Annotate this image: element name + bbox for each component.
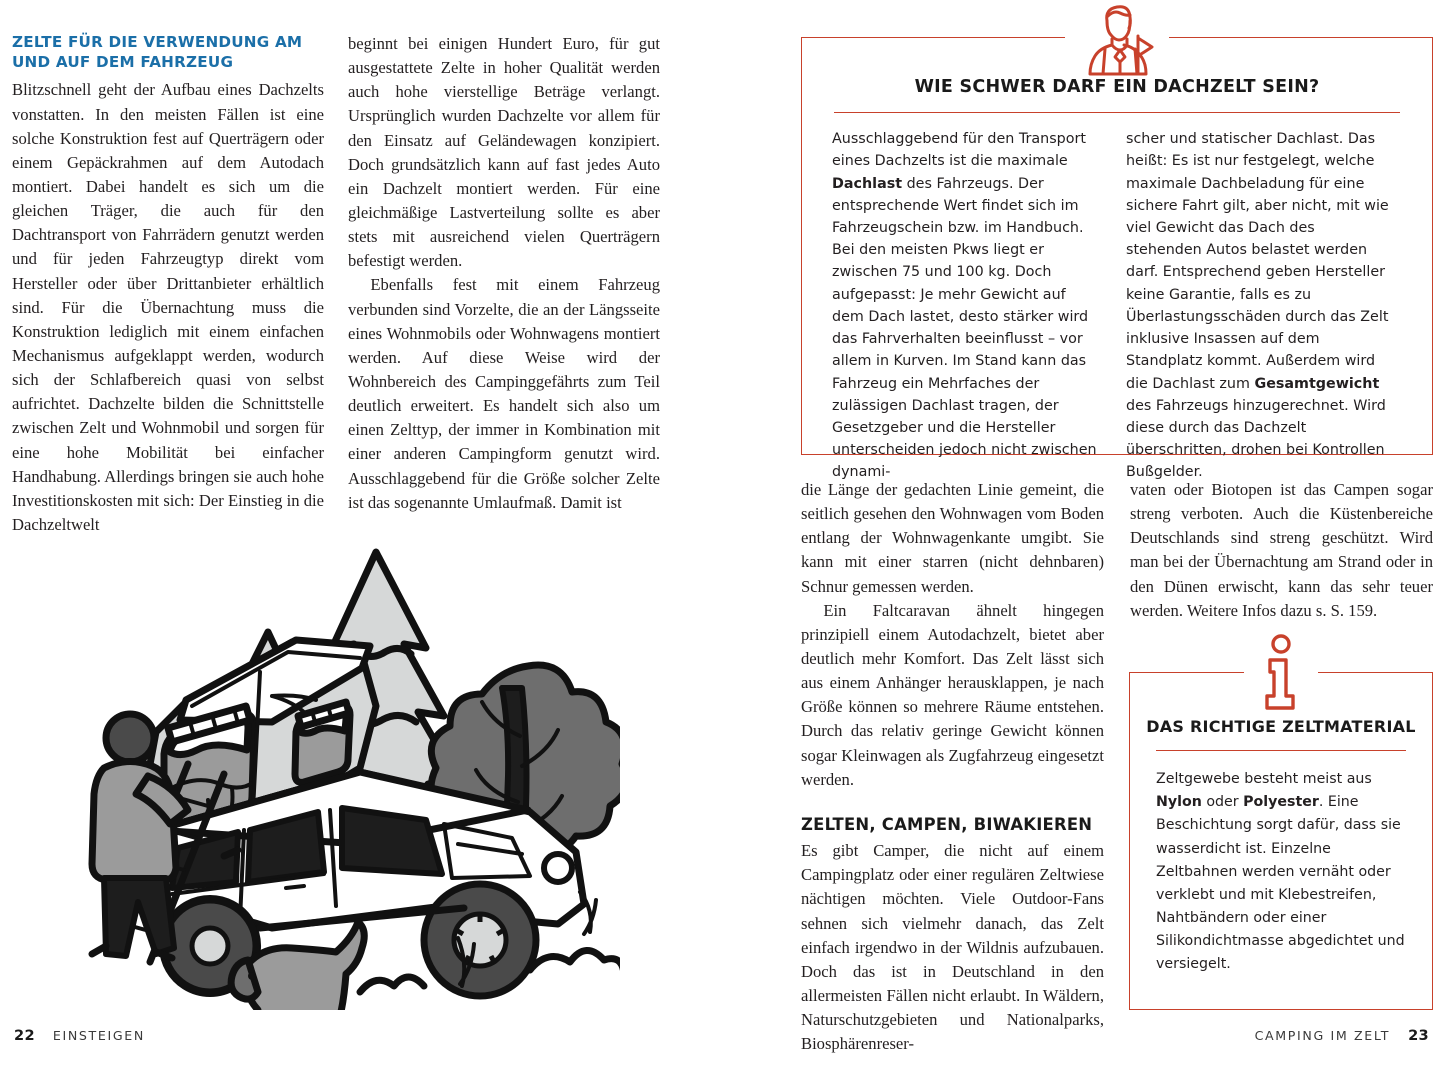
- infobox-paragraph: [832, 128, 1100, 484]
- running-head: EINSTEIGEN: [52, 1028, 145, 1043]
- text-run: Zeltgewebe besteht meist aus: [1156, 771, 1372, 788]
- infobox-columns: [802, 113, 1432, 484]
- text-run: des Fahrzeugs. Der entsprechende Wert findet sich im Fahrzeugschein bzw. im Handbuch. Bei den meisten Pkws liegt er zwischen 75 und 100 kg. Doch aufgepasst: Je mehr Gewicht auf dem Dach lastet, desto stärker wird das Fahrverhalten beeinflusst – vor allem in Kurven. Im Stand kann das Fahrzeug ein Mehrfaches der zulässigen Dachlast tragen, der Gesetzgeber und die Hersteller unterscheiden jedoch nicht zwischen dynami-: [832, 175, 1097, 481]
- body-paragraph: Es gibt Camper, die nicht auf einem Campingplatz oder einer regulären Zeltwiese nächtigen möchten. Viele Outdoor-Fans sehnen sich vielmehr danach, das Zelt einfach irgendwo in der Wildnis aufzubauen. Doch das ist in Deutschland in den allermeisten Fällen nicht erlaubt. In Wäldern, Naturschutzgebieten und Nationalparks, Biosphärenreser-: [801, 841, 1104, 1054]
- infobox-title: DAS RICHTIGE ZELTMATERIAL: [1146, 717, 1416, 736]
- running-head: CAMPING IM ZELT: [1254, 1028, 1391, 1043]
- text-run: . Eine Beschichtung sorgt dafür, dass sie wasserdicht ist. Einzelne Zeltbahnen werden vernäht oder verklebt und mit Klebestreifen, Nahtbändern oder einer Silikondichtmasse abgedichtet und versiegelt.: [1156, 794, 1405, 973]
- person-with-flag-icon: [1065, 2, 1169, 76]
- body-paragraph: Ein Faltcaravan ähnelt hingegen prinzipiell einem Autodachzelt, bietet aber deutlich mehr Komfort. Das Zelt lässt sich aus einem Anhänger herausklappen, je nach Größe können so mehrere Räume entstehen. Durch das relativ geringe Gewicht können sogar Kleinwagen als Zugfahrzeug eingesetzt werden.: [801, 600, 1104, 789]
- roof-tent-illustration: [60, 500, 620, 1010]
- subsection-heading: ZELTEN, CAMPEN, BIWAKIEREN: [801, 814, 1093, 834]
- body-paragraph: Ebenfalls fest mit einem Fahrzeug verbunden sind Vorzelte, die an der Längsseite eines Wohnmobils oder Wohnwagens montiert werden. Auf diese Weise wird der Wohnbereich des Campinggefährts zum Teil deutlich erweitert. Es handelt sich also um einen Zelttyp, der immer in Kombination mit einer anderen Campingform genutzt wird. Ausschlaggebend für die Größe solcher Zelte ist das sogenannte Umlaufmaß. Damit ist: [348, 275, 660, 512]
- body-paragraph: vaten oder Biotopen ist das Campen sogar streng verboten. Auch die Küstenbereiche Deutschlands sind streng geschützt. Wird man bei der Übernachtung am Strand oder in den Dünen erwischt, kann das sehr teuer werden. Weitere Infos dazu s. S. 159.: [1130, 480, 1433, 620]
- body-paragraph: die Länge der gedachten Linie gemeint, die seitlich gesehen den Wohnwagen vom Boden entlang der Wohnwagenkante umgibt. Sie kann mit einer starren (nicht dehnbaren) Schnur gemessen werden.: [801, 480, 1104, 596]
- left-page-text-columns: [12, 32, 660, 537]
- infobox-paragraph: [1126, 128, 1394, 484]
- bold-term: Gesamtgewicht: [1254, 375, 1380, 392]
- text-run: scher und statischer Dachlast. Das heißt: Es ist nur festgelegt, welche maximale Dachbeladung für eine sichere Fahrt gilt, aber nicht, mit wie viel Gewicht das Dach des stehenden Autos belastet werden darf. Entsprechend geben Hersteller keine Garantie, falls es zu Überlastungsschäden durch das Zelt inklusive Insassen auf dem Standplatz kommt. Außerdem wird die Dachlast zum: [1126, 131, 1389, 392]
- infobox-column-2: [1126, 128, 1394, 484]
- text-run: des Fahrzeugs hinzugerechnet. Wird diese durch das Dachzelt überschritten, drohen bei Kontrollen Bußgelder.: [1126, 397, 1386, 481]
- footer-right: [1255, 1027, 1429, 1044]
- body-paragraph: Blitzschnell geht der Aufbau eines Dachzelts vonstatten. In den meisten Fällen ist eine solche Konstruktion fest auf Querträgern oder einem Gepäckrahmen auf dem Autodach montiert. Dabei handelt es sich um die gleichen Träger, die auch für den Dachtransport von Fahrrädern genutzt werden und für jeden Fahrzeugtyp direkt vom Hersteller oder über Drittanbieter erhältlich sind. Für die Übernachtung muss die Konstruktion lediglich mit einem einfachen Mechanismus aufgeklappt werden, wodurch sich der Schlafbereich quasi von selbst aufrichtet. Dachzelte bilden die Schnittstelle zwischen Zelt und Wohnmobil und sorgen für eine hohe Mobilität bei einfacher Handhabung. Allerdings bringen sie auch hohe Investitionskosten mit sich: Der Einstieg in die Dachzeltwelt: [12, 80, 324, 534]
- page-number: 23: [1408, 1027, 1429, 1044]
- bold-term: Nylon: [1156, 794, 1202, 811]
- infobox-column-1: [832, 128, 1100, 484]
- text-run: oder: [1201, 794, 1244, 811]
- infobox-paragraph: [1156, 768, 1406, 976]
- left-column-1: [12, 32, 324, 537]
- info-i-icon: [1244, 633, 1318, 711]
- body-paragraph: beginnt bei einigen Hundert Euro, für gut ausgestattete Zelte in hoher Qualität werden auch hohe vierstellige Beträge verlangt. Ursprünglich wurden Dachzelte vor allem für den Einsatz auf Geländewagen konzipiert. Doch grundsätzlich kann auf fast jedes Auto ein Dachzelt montiert werden. Für eine gleichmäßige Lastverteilung sollte es aber stets mit ausreichend vielen Querträgern befestigt werden.: [348, 34, 660, 271]
- text-run: Ausschlaggebend für den Transport eines Dachzelts ist die maximale: [832, 131, 1086, 170]
- bold-term: Polyester: [1243, 794, 1319, 811]
- footer-left: [14, 1027, 145, 1044]
- infobox-body: [1130, 751, 1432, 976]
- infobox-zeltmaterial: [1129, 672, 1433, 1010]
- right-column-1: [801, 478, 1104, 1056]
- infobox-title: WIE SCHWER DARF EIN DACHZELT SEIN?: [914, 77, 1320, 97]
- right-page: [723, 0, 1445, 1066]
- bold-term: Dachlast: [832, 175, 903, 192]
- page-number: 22: [14, 1027, 35, 1044]
- section-heading: ZELTE FÜR DIE VERWENDUNG AM UND AUF DEM FAHRZEUG: [12, 33, 303, 72]
- left-column-2: [348, 32, 660, 537]
- infobox-dachzelt-gewicht: [801, 37, 1433, 481]
